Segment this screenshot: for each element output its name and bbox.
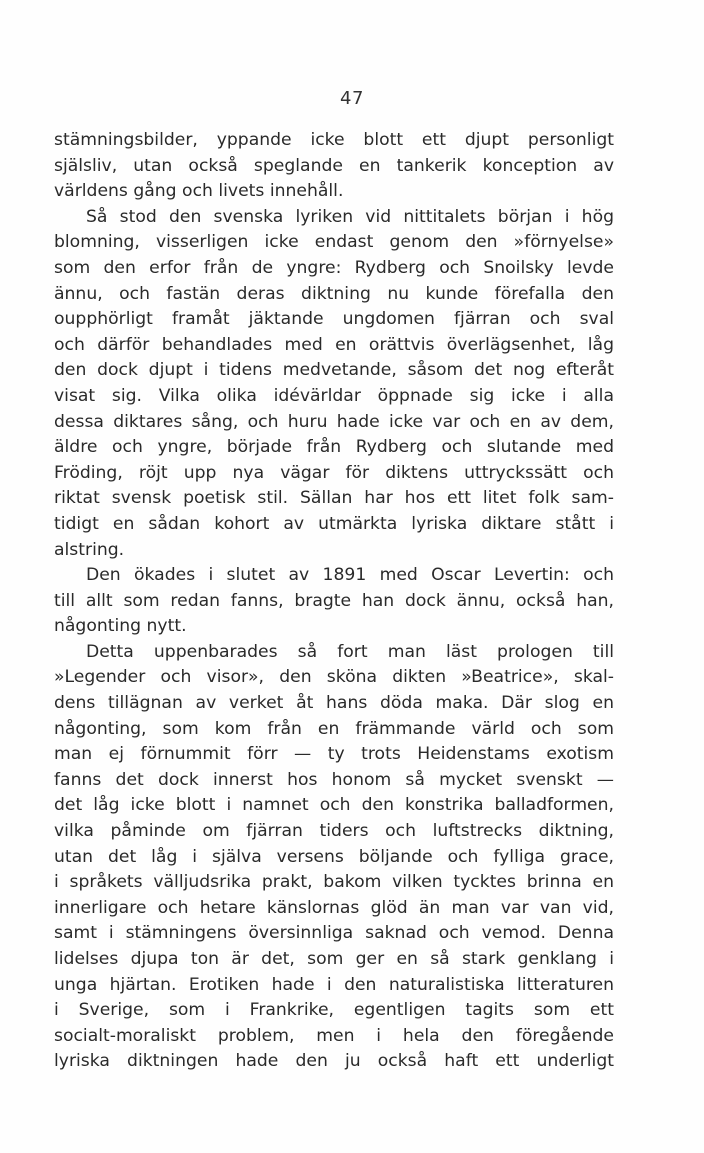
text-line: den dock djupt i tidens medvetande, såsom det nog efteråt [54, 360, 614, 381]
text-line: man ej förnummit förr — ty trots Heidenstams exotism [54, 744, 614, 765]
text-line: visat sig. Vilka olika idévärldar öppnade sig icke i alla [54, 385, 614, 406]
text-line: äldre och yngre, började från Rydberg och slutande med [54, 437, 614, 458]
text-line: och därför behandlades med en orättvis överlägsenhet, låg [54, 334, 614, 355]
text-line: världens gång och livets innehåll. [54, 181, 344, 202]
text-line: innerligare och hetare känslornas glöd än man var van vid, [54, 897, 614, 918]
text-line: blomning, visserligen icke endast genom den »förnyelse» [54, 232, 614, 253]
text-line: oupphörligt framåt jäktande ungdomen fjärran och sval [54, 309, 614, 330]
text-line: till allt som redan fanns, bragte han dock ännu, också han, [54, 590, 614, 611]
page-number: 47 [340, 88, 364, 109]
text-line: någonting nytt. [54, 616, 187, 637]
text-line: unga hjärtan. Erotiken hade i den naturalistiska litteraturen [54, 974, 614, 995]
text-line: någonting, som kom från en främmande värld och som [54, 718, 614, 739]
text-line: socialt-moraliskt problem, men i hela den föregående [54, 1025, 614, 1046]
text-line: lidelses djupa ton är det, som ger en så stark genklang i [54, 949, 614, 969]
text-line: vilka påminde om fjärran tiders och luftstrecks diktning, [54, 821, 614, 842]
text-line: utan det låg i själva versens böljande och fylliga grace, [54, 846, 614, 867]
text-line: riktat svensk poetisk stil. Sällan har hos ett litet folk sam- [54, 488, 614, 509]
text-line: som den erfor från de yngre: Rydberg och Snoilsky levde [54, 257, 614, 278]
text-line: Detta uppenbarades så fort man läst prologen till [86, 641, 614, 662]
text-line: Fröding, röjt upp nya vägar för diktens uttryckssätt och [54, 462, 614, 483]
text-line: det låg icke blott i namnet och den konstrika balladformen, [54, 795, 614, 816]
text-line: ännu, och fastän deras diktning nu kunde förefalla den [54, 283, 614, 304]
text-line: tidigt en sådan kohort av utmärkta lyriska diktare stått i [54, 513, 614, 534]
text-line: själsliv, utan också speglande en tankerik konception av [54, 155, 614, 176]
text-line: Den ökades i slutet av 1891 med Oscar Levertin: och [86, 565, 614, 586]
text-line: samt i stämningens översinnliga saknad och vemod. Denna [54, 923, 614, 944]
text-line: i Sverige, som i Frankrike, egentligen tagits som ett [54, 1000, 614, 1021]
body-text [54, 128, 614, 1075]
text-line: »Legender och visor», den sköna dikten »Beatrice», skal- [54, 667, 614, 688]
text-line: lyriska diktningen hade den ju också haft ett underligt [54, 1051, 614, 1072]
text-line: dessa diktares sång, och huru hade icke var och en av dem, [54, 411, 614, 432]
text-line: Så stod den svenska lyriken vid nittitalets början i hög [86, 206, 614, 227]
text-line: alstring. [54, 539, 125, 560]
text-line: fanns det dock innerst hos honom så mycket svenskt — [54, 769, 614, 790]
text-line: dens tillägnan av verket åt hans döda maka. Där slog en [54, 693, 614, 714]
text-line: stämningsbilder, yppande icke blott ett djupt personligt [54, 130, 614, 150]
text-line: i språkets välljudsrika prakt, bakom vilken tycktes brinna en [54, 872, 614, 893]
